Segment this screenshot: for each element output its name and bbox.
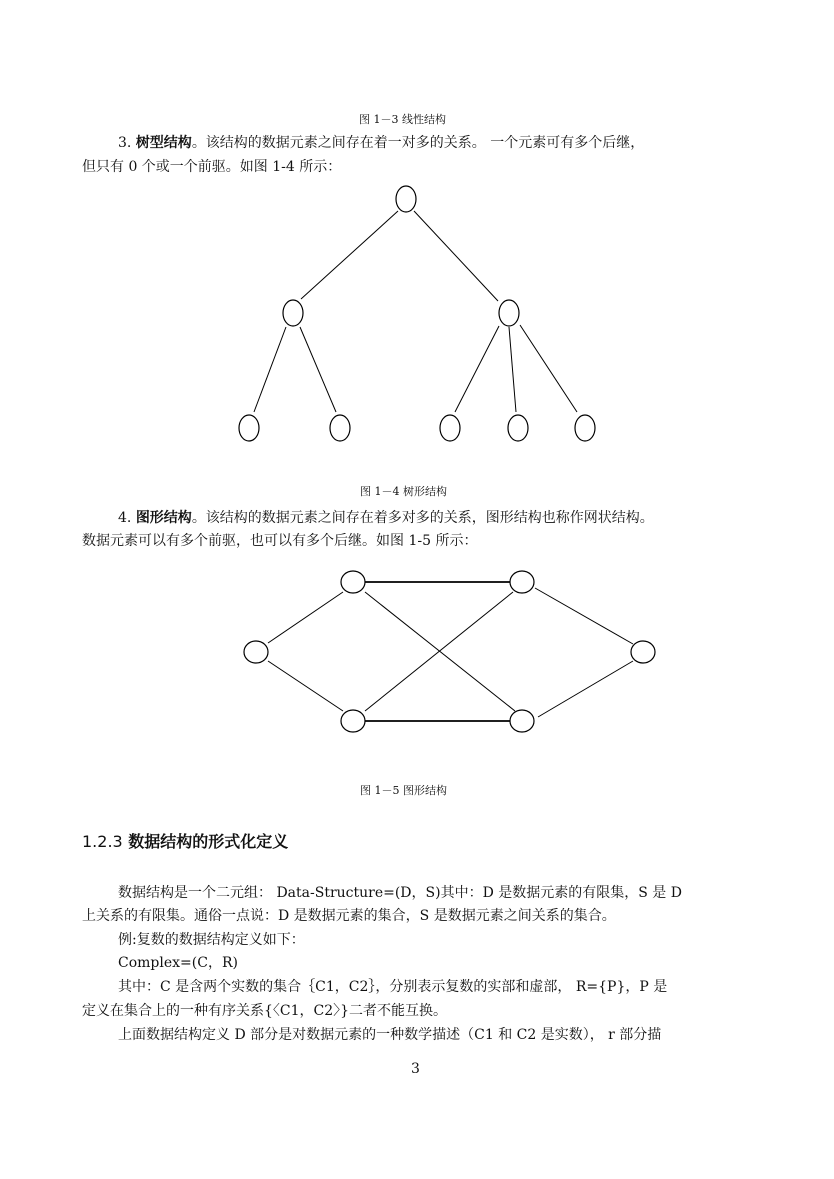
tree-node-leaf-2 [330, 415, 350, 441]
graph-node-left [244, 641, 268, 663]
graph-paragraph-prefix: 4. [118, 510, 136, 526]
body-line-4: Complex=(C，R) [118, 955, 238, 971]
tree-paragraph-prefix: 3. [118, 135, 136, 151]
graph-node-bottom-right [510, 710, 534, 732]
graph-node-right [631, 641, 655, 663]
graph-paragraph-line2: 数据元素可以有多个前驱，也可以有多个后继。如图 1-5 所示： [82, 533, 478, 549]
graph-node-top-left [341, 571, 365, 593]
tree-structure-term: 树型结构 [135, 135, 192, 151]
graph-paragraph-line1 [118, 508, 654, 528]
graph-node-bottom-left [341, 710, 365, 732]
tree-node-left [283, 300, 303, 326]
tree-node-root [396, 186, 416, 212]
body-line-1: 数据结构是一个二元组： Data-Structure=(D，S)其中：D 是数据元素的有限集，S 是 D [118, 885, 682, 901]
body-line-2: 上关系的有限集。通俗一点说：D 是数据元素的集合，S 是数据元素之间关系的集合。 [82, 908, 616, 924]
tree-node-leaf-4 [508, 415, 528, 441]
graph-node-top-right [510, 571, 534, 593]
tree-paragraph-line1 [118, 133, 644, 153]
tree-node-leaf-3 [440, 415, 460, 441]
section-heading [82, 829, 288, 852]
graph-structure-term: 图形结构 [135, 510, 192, 526]
graph-paragraph-rest: 。该结构的数据元素之间存在着多对多的关系，图形结构也称作网状结构。 [191, 510, 654, 526]
page-number: 3 [411, 1061, 420, 1077]
tree-node-leaf-1 [239, 415, 259, 441]
body-line-7: 上面数据结构定义 D 部分是对数据元素的一种数学描述（C1 和 C2 是实数）， r 部分描 [118, 1027, 662, 1043]
section-title: 数据结构的形式化定义 [128, 832, 289, 851]
tree-node-right [499, 300, 519, 326]
graph-edges [268, 582, 633, 721]
figure-caption-1-4: 图 1－4 树形结构 [360, 485, 447, 498]
body-line-3: 例:复数的数据结构定义如下： [118, 932, 305, 948]
figure-caption-1-3: 图 1－3 线性结构 [359, 113, 446, 126]
body-line-6: 定义在集合上的一种有序关系{〈C1，C2〉}二者不能互换。 [82, 1003, 448, 1019]
tree-node-leaf-5 [575, 415, 595, 441]
tree-paragraph-rest: 。该结构的数据元素之间存在着一对多的关系。 一个元素可有多个后继， [191, 135, 645, 151]
figure-caption-1-5: 图 1－5 图形结构 [360, 784, 447, 797]
tree-paragraph-line2: 但只有 0 个或一个前驱。如图 1-4 所示： [82, 159, 342, 175]
tree-edges [254, 211, 577, 412]
section-number: 1.2.3 [82, 832, 123, 851]
body-line-5: 其中：C 是含两个实数的集合｛C1，C2｝，分别表示复数的实部和虚部， R={P}，P 是 [118, 979, 668, 995]
